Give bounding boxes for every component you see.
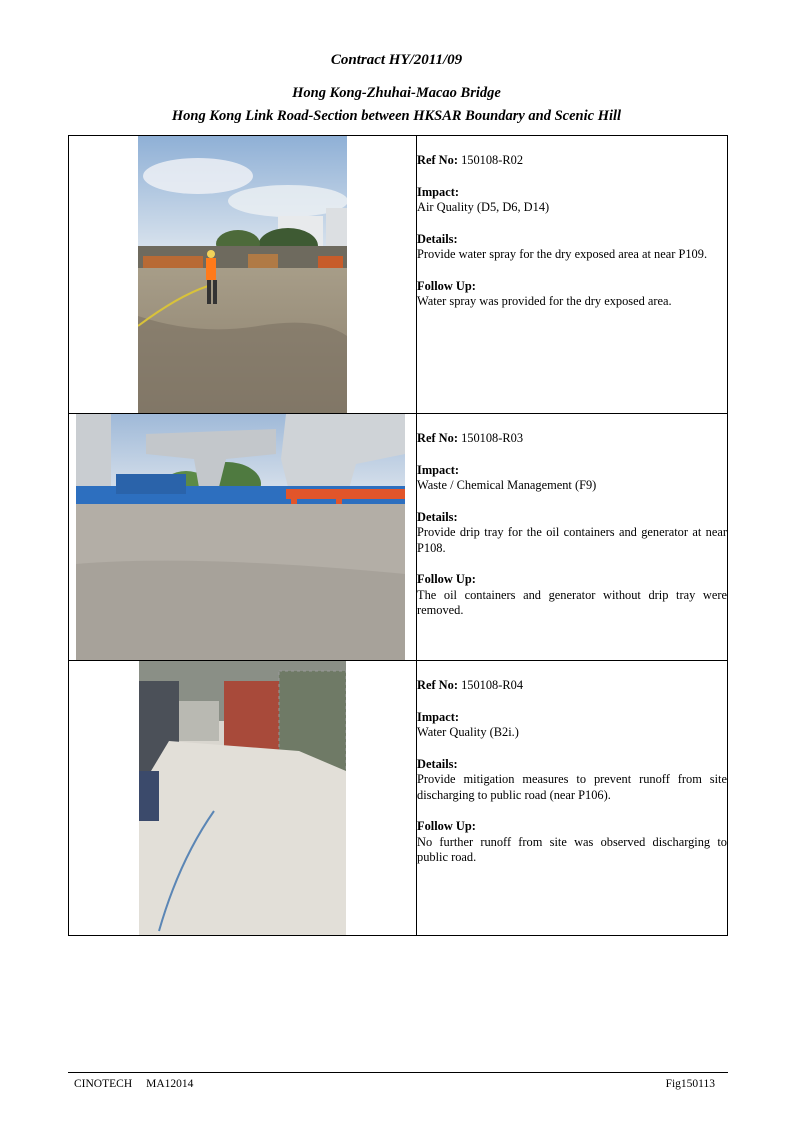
site-photo-site-exit [139, 661, 346, 935]
follow-up-text: The oil containers and generator without drip tray were removed. [417, 587, 727, 617]
ref-label: Ref No: [417, 678, 458, 692]
section-title: Hong Kong Link Road-Section between HKSAR Boundary and Scenic Hill [171, 108, 622, 124]
ref-number: 150108-R03 [461, 431, 524, 445]
details-text: Provide drip tray for the oil containers and generator at near P108. [417, 525, 727, 555]
impact-label: Impact: [417, 709, 459, 724]
record-row [69, 136, 728, 414]
impact-text: Waste / Chemical Management (F9) [417, 478, 597, 492]
follow-up-label: Follow Up: [417, 572, 476, 586]
follow-up-label: Follow Up: [417, 819, 476, 833]
inspection-records-table [68, 135, 728, 936]
site-photo-bridge-deck [76, 414, 405, 660]
footer-divider [68, 1072, 728, 1073]
photo-cell [69, 136, 417, 414]
impact-label: Impact: [417, 462, 459, 477]
record-row [69, 661, 728, 936]
record-details-cell [417, 414, 728, 661]
impact-text: Air Quality (D5, D6, D14) [417, 200, 550, 214]
record-details-cell [417, 136, 728, 414]
follow-up-text: Water spray was provided for the dry exposed area. [417, 294, 672, 308]
ref-number: 150108-R02 [461, 153, 524, 167]
photo-cell [69, 661, 417, 936]
record-row [69, 414, 728, 661]
figure-number: Fig150113 [665, 1078, 715, 1090]
follow-up-label: Follow Up: [417, 278, 476, 293]
details-text: Provide water spray for the dry exposed area at near P109. [417, 247, 708, 261]
details-label: Details: [417, 509, 458, 524]
impact-text: Water Quality (B2i.) [417, 725, 519, 739]
details-label: Details: [417, 231, 458, 246]
photo-cell [69, 414, 417, 661]
report-code: MA12014 [146, 1078, 194, 1090]
ref-label: Ref No: [417, 153, 458, 167]
follow-up-text: No further runoff from site was observed discharging to public road. [417, 834, 727, 864]
details-label: Details: [417, 756, 458, 771]
ref-number: 150108-R04 [461, 678, 524, 692]
contract-title: Contract HY/2011/09 [330, 52, 463, 68]
details-text: Provide mitigation measures to prevent runoff from site discharging to public road (near P106). [417, 772, 727, 802]
ref-label: Ref No: [417, 431, 458, 445]
project-title: Hong Kong-Zhuhai-Macao Bridge [292, 85, 501, 101]
impact-label: Impact: [417, 184, 459, 199]
company-name: CINOTECH [74, 1078, 133, 1090]
site-photo-water-spray [138, 136, 347, 413]
record-details-cell [417, 661, 728, 936]
footer-left [74, 1078, 193, 1090]
